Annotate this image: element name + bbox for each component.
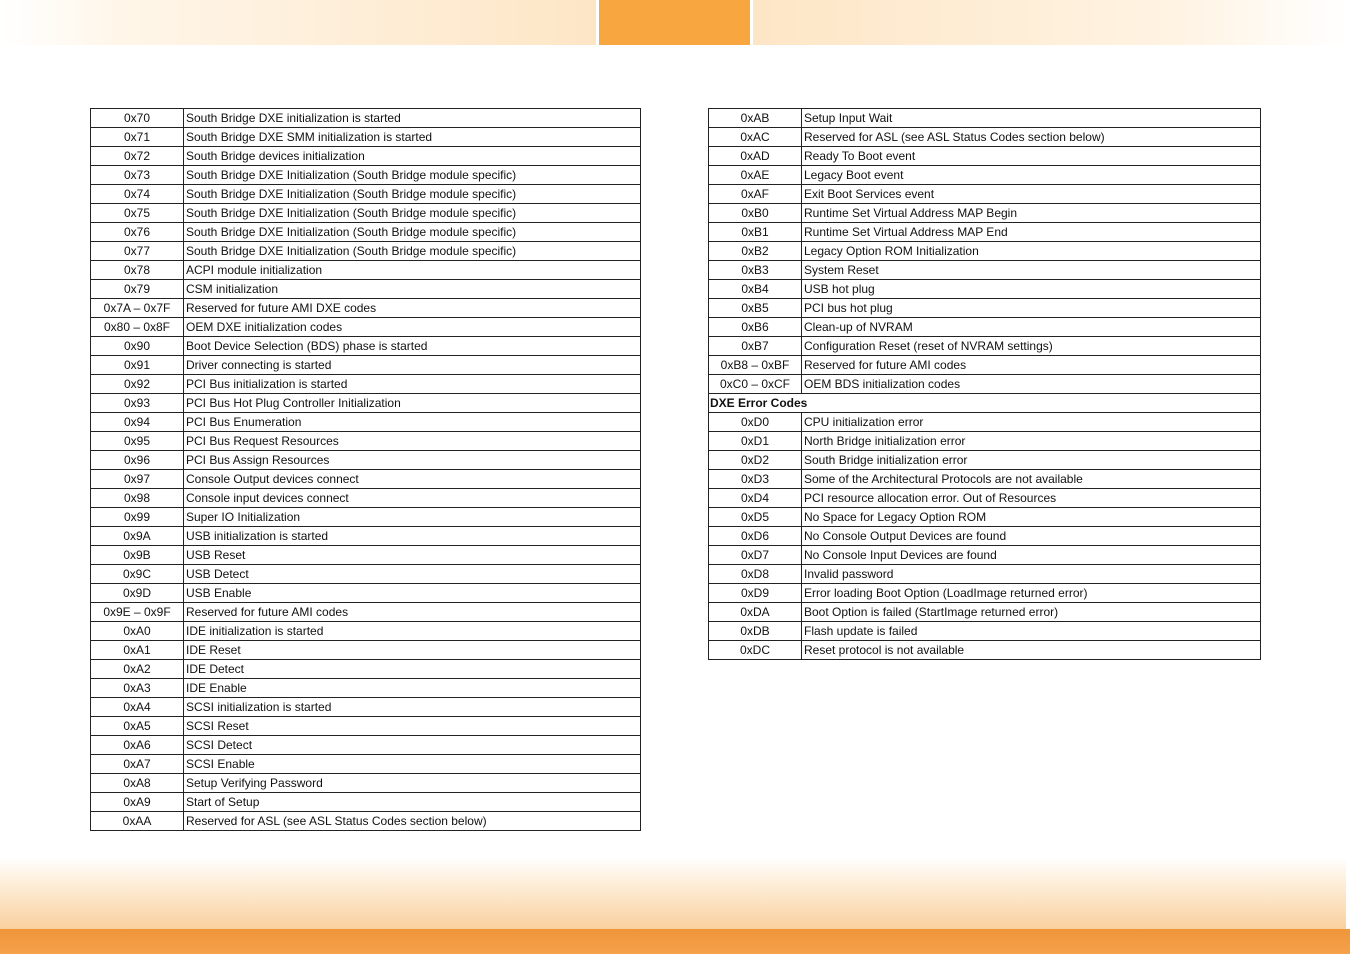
table-row	[709, 527, 1261, 546]
header-band-right	[753, 0, 1350, 45]
post-code-description: USB Detect	[184, 565, 641, 584]
table-row	[709, 584, 1261, 603]
table-row	[709, 413, 1261, 432]
post-code-description: Legacy Boot event	[802, 166, 1261, 185]
table-row	[709, 242, 1261, 261]
post-code-table-left-body	[91, 109, 641, 831]
post-code-description: OEM DXE initialization codes	[184, 318, 641, 337]
post-code-description: Runtime Set Virtual Address MAP End	[802, 223, 1261, 242]
footer-edge	[1346, 858, 1350, 932]
post-code-description: USB initialization is started	[184, 527, 641, 546]
table-row	[709, 622, 1261, 641]
table-row	[709, 204, 1261, 223]
table-row	[709, 603, 1261, 622]
post-code-description: South Bridge devices initialization	[184, 147, 641, 166]
table-row	[91, 546, 641, 565]
post-code-description: Legacy Option ROM Initialization	[802, 242, 1261, 261]
post-code-description: Reserved for future AMI codes	[802, 356, 1261, 375]
post-code: 0xA1	[91, 641, 184, 660]
table-row	[709, 147, 1261, 166]
table-row	[709, 318, 1261, 337]
post-code-description: South Bridge DXE Initialization (South Bridge module specific)	[184, 185, 641, 204]
post-code: 0xA6	[91, 736, 184, 755]
post-code-description: Setup Input Wait	[802, 109, 1261, 128]
post-code: 0x72	[91, 147, 184, 166]
post-code: 0xD5	[709, 508, 802, 527]
table-row	[91, 223, 641, 242]
table-row	[91, 432, 641, 451]
post-code-description: Reserved for ASL (see ASL Status Codes section below)	[802, 128, 1261, 147]
table-row	[91, 660, 641, 679]
table-row	[91, 451, 641, 470]
table-row	[91, 109, 641, 128]
post-code-description: IDE Enable	[184, 679, 641, 698]
table-row	[91, 755, 641, 774]
post-code: 0xD1	[709, 432, 802, 451]
post-code: 0xB0	[709, 204, 802, 223]
post-code: 0xD9	[709, 584, 802, 603]
post-code: 0xA9	[91, 793, 184, 812]
table-row	[91, 812, 641, 831]
post-code-description: IDE initialization is started	[184, 622, 641, 641]
post-code: 0xAB	[709, 109, 802, 128]
table-row	[709, 299, 1261, 318]
table-row	[709, 508, 1261, 527]
post-code-description: South Bridge DXE Initialization (South Bridge module specific)	[184, 166, 641, 185]
table-row	[709, 470, 1261, 489]
post-code-description: PCI Bus Request Resources	[184, 432, 641, 451]
post-code-description: Ready To Boot event	[802, 147, 1261, 166]
post-code-description: South Bridge initialization error	[802, 451, 1261, 470]
post-code-description: Console input devices connect	[184, 489, 641, 508]
table-row	[709, 109, 1261, 128]
table-row	[709, 280, 1261, 299]
post-code: 0x7A – 0x7F	[91, 299, 184, 318]
table-row	[91, 679, 641, 698]
post-code-description: SCSI Detect	[184, 736, 641, 755]
table-row	[91, 242, 641, 261]
post-code: 0xB2	[709, 242, 802, 261]
table-row	[91, 527, 641, 546]
section-header-row	[709, 394, 1261, 413]
post-code: 0xB4	[709, 280, 802, 299]
header-band-left	[0, 0, 596, 45]
post-code: 0x78	[91, 261, 184, 280]
post-code-description: Some of the Architectural Protocols are not available	[802, 470, 1261, 489]
post-code: 0xA7	[91, 755, 184, 774]
post-code: 0xB5	[709, 299, 802, 318]
post-code: 0x9E – 0x9F	[91, 603, 184, 622]
post-code-description: No Space for Legacy Option ROM	[802, 508, 1261, 527]
post-code: 0x75	[91, 204, 184, 223]
table-row	[91, 318, 641, 337]
post-code: 0xAE	[709, 166, 802, 185]
post-code: 0x74	[91, 185, 184, 204]
post-code: 0xD4	[709, 489, 802, 508]
post-code: 0x91	[91, 356, 184, 375]
post-code-description: Boot Option is failed (StartImage returned error)	[802, 603, 1261, 622]
table-row	[91, 508, 641, 527]
post-code: 0x79	[91, 280, 184, 299]
table-row	[91, 337, 641, 356]
post-code: 0xA5	[91, 717, 184, 736]
table-row	[91, 299, 641, 318]
post-code: 0xA3	[91, 679, 184, 698]
table-row	[91, 204, 641, 223]
table-row	[709, 185, 1261, 204]
post-code: 0xD8	[709, 565, 802, 584]
table-row	[91, 128, 641, 147]
post-code: 0xDC	[709, 641, 802, 660]
post-code-description: Console Output devices connect	[184, 470, 641, 489]
post-code-description: PCI Bus Enumeration	[184, 413, 641, 432]
post-code-description: CSM initialization	[184, 280, 641, 299]
post-code: 0xDB	[709, 622, 802, 641]
post-code: 0xD7	[709, 546, 802, 565]
post-code: 0xB8 – 0xBF	[709, 356, 802, 375]
post-code-description: Reset protocol is not available	[802, 641, 1261, 660]
post-code-description: South Bridge DXE Initialization (South Bridge module specific)	[184, 204, 641, 223]
post-code: 0x95	[91, 432, 184, 451]
post-code-description: Configuration Reset (reset of NVRAM settings)	[802, 337, 1261, 356]
post-code-description: USB hot plug	[802, 280, 1261, 299]
post-code: 0xA8	[91, 774, 184, 793]
table-row	[709, 565, 1261, 584]
post-code-table-left	[90, 108, 641, 831]
post-code: 0x77	[91, 242, 184, 261]
post-code: 0x96	[91, 451, 184, 470]
post-code: 0xB1	[709, 223, 802, 242]
table-row	[91, 166, 641, 185]
post-code-description: Setup Verifying Password	[184, 774, 641, 793]
post-code-table-right-body	[709, 109, 1261, 660]
post-code-description: Reserved for future AMI codes	[184, 603, 641, 622]
post-code-description: PCI bus hot plug	[802, 299, 1261, 318]
post-code-description: Super IO Initialization	[184, 508, 641, 527]
table-row	[709, 166, 1261, 185]
post-code-description: Reserved for future AMI DXE codes	[184, 299, 641, 318]
post-code: 0xA2	[91, 660, 184, 679]
post-code: 0xAD	[709, 147, 802, 166]
post-code: 0x98	[91, 489, 184, 508]
post-code-description: ACPI module initialization	[184, 261, 641, 280]
post-code-description: IDE Detect	[184, 660, 641, 679]
table-row	[91, 565, 641, 584]
table-row	[709, 356, 1261, 375]
post-code: 0xDA	[709, 603, 802, 622]
table-row	[91, 375, 641, 394]
table-row	[91, 641, 641, 660]
post-code: 0x92	[91, 375, 184, 394]
post-code-description: CPU initialization error	[802, 413, 1261, 432]
table-row	[91, 622, 641, 641]
post-code-description: Start of Setup	[184, 793, 641, 812]
table-row	[709, 489, 1261, 508]
post-code-description: South Bridge DXE SMM initialization is started	[184, 128, 641, 147]
table-row	[91, 774, 641, 793]
post-code: 0x9D	[91, 584, 184, 603]
post-code-description: USB Enable	[184, 584, 641, 603]
post-code-description: No Console Input Devices are found	[802, 546, 1261, 565]
post-code: 0x93	[91, 394, 184, 413]
post-code: 0x76	[91, 223, 184, 242]
post-code-description: SCSI initialization is started	[184, 698, 641, 717]
post-code-description: OEM BDS initialization codes	[802, 375, 1261, 394]
post-code-description: North Bridge initialization error	[802, 432, 1261, 451]
post-code: 0xD6	[709, 527, 802, 546]
post-code: 0x71	[91, 128, 184, 147]
post-code: 0x73	[91, 166, 184, 185]
table-row	[709, 641, 1261, 660]
post-code: 0x80 – 0x8F	[91, 318, 184, 337]
post-code-description: Runtime Set Virtual Address MAP Begin	[802, 204, 1261, 223]
post-code: 0xAF	[709, 185, 802, 204]
post-code: 0x70	[91, 109, 184, 128]
post-code: 0xAC	[709, 128, 802, 147]
post-code: 0xD2	[709, 451, 802, 470]
table-row	[709, 261, 1261, 280]
post-code: 0x90	[91, 337, 184, 356]
table-row	[709, 451, 1261, 470]
post-code-description: Invalid password	[802, 565, 1261, 584]
post-code-description: PCI resource allocation error. Out of Resources	[802, 489, 1261, 508]
footer-bar	[0, 929, 1350, 954]
table-row	[91, 394, 641, 413]
post-code-description: Reserved for ASL (see ASL Status Codes section below)	[184, 812, 641, 831]
post-code: 0xB7	[709, 337, 802, 356]
table-row	[709, 128, 1261, 147]
table-row	[709, 337, 1261, 356]
table-row	[91, 413, 641, 432]
post-code: 0x94	[91, 413, 184, 432]
table-row	[91, 470, 641, 489]
table-row	[91, 584, 641, 603]
post-code-description: PCI Bus initialization is started	[184, 375, 641, 394]
post-code-description: SCSI Enable	[184, 755, 641, 774]
post-code-description: Error loading Boot Option (LoadImage returned error)	[802, 584, 1261, 603]
post-code: 0x9A	[91, 527, 184, 546]
table-row	[91, 698, 641, 717]
post-code: 0x9C	[91, 565, 184, 584]
post-code: 0x97	[91, 470, 184, 489]
post-code-description: South Bridge DXE initialization is started	[184, 109, 641, 128]
post-code-table-right	[708, 108, 1261, 660]
post-code-description: Flash update is failed	[802, 622, 1261, 641]
header-tab-accent	[599, 0, 750, 45]
post-code-description: PCI Bus Assign Resources	[184, 451, 641, 470]
post-code: 0xAA	[91, 812, 184, 831]
post-code-description: SCSI Reset	[184, 717, 641, 736]
post-code-description: IDE Reset	[184, 641, 641, 660]
table-row	[91, 280, 641, 299]
post-code-description: System Reset	[802, 261, 1261, 280]
table-row	[709, 432, 1261, 451]
table-row	[91, 356, 641, 375]
post-code: 0xC0 – 0xCF	[709, 375, 802, 394]
table-row	[91, 793, 641, 812]
post-code: 0x9B	[91, 546, 184, 565]
post-code: 0xB3	[709, 261, 802, 280]
post-code-description: South Bridge DXE Initialization (South Bridge module specific)	[184, 223, 641, 242]
footer-gradient	[0, 858, 1350, 932]
section-title: DXE Error Codes	[709, 394, 1261, 413]
table-row	[91, 489, 641, 508]
post-code-description: Driver connecting is started	[184, 356, 641, 375]
table-row	[91, 717, 641, 736]
post-code: 0xB6	[709, 318, 802, 337]
table-row	[709, 546, 1261, 565]
post-code: 0xA0	[91, 622, 184, 641]
table-row	[709, 375, 1261, 394]
table-row	[709, 223, 1261, 242]
table-row	[91, 736, 641, 755]
post-code-description: Clean-up of NVRAM	[802, 318, 1261, 337]
post-code-description: No Console Output Devices are found	[802, 527, 1261, 546]
post-code: 0xA4	[91, 698, 184, 717]
table-row	[91, 261, 641, 280]
post-code-description: USB Reset	[184, 546, 641, 565]
post-code: 0xD0	[709, 413, 802, 432]
post-code-description: Boot Device Selection (BDS) phase is started	[184, 337, 641, 356]
table-row	[91, 185, 641, 204]
post-code-description: PCI Bus Hot Plug Controller Initialization	[184, 394, 641, 413]
post-code: 0x99	[91, 508, 184, 527]
post-code-description: South Bridge DXE Initialization (South Bridge module specific)	[184, 242, 641, 261]
post-code-description: Exit Boot Services event	[802, 185, 1261, 204]
post-code: 0xD3	[709, 470, 802, 489]
table-row	[91, 147, 641, 166]
table-row	[91, 603, 641, 622]
